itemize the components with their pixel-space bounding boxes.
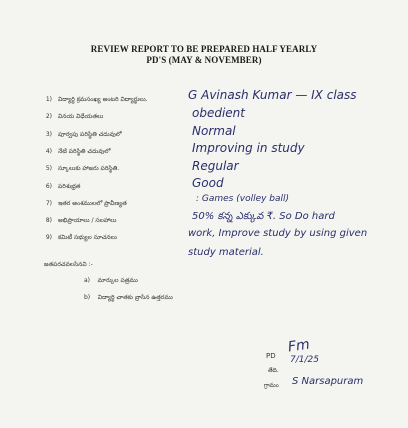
question-row: 9) కమిటీ సభ్యుల సూచనలు [45,234,117,241]
opinion-answer-line2: work, Improve study by using given [188,228,368,239]
student-name-answer: G Avinash Kumar — IX class [188,88,357,102]
previous-study-answer: Normal [192,124,236,138]
attendance-answer: Regular [192,159,239,173]
report-title: REVIEW REPORT TO BE PREPARED HALF YEARLY [90,44,318,54]
question-row: 4) నేటి పరిస్థితి చదువులో [45,148,111,155]
village-name: S Narsapuram [292,376,364,387]
other-skills-answer: : Games (volley ball) [196,194,290,204]
pd-label: PD [266,352,276,360]
attachment-b: b) విద్యార్థి చాతకు వ్రాసిన ఉత్తరము [84,294,173,301]
date-label: తేది. [268,367,279,374]
pd-signature: Fm [286,336,311,356]
village-label: గ్రామం [264,382,279,389]
attachments-heading: జతపరచవలసినవి :- [44,261,93,268]
report-subtitle: PD'S (MAY & NOVEMBER) [146,55,262,65]
question-row: 7) ఇతర అంశములలో ప్రావీణ్యత [45,200,127,207]
question-row: 8) అభిప్రాయాలు / సలహాలు [45,217,117,224]
signature-date: 7/1/25 [290,355,319,365]
cleanliness-answer: Good [192,176,224,190]
attachment-a: a) మార్కుల పత్రము [84,277,138,284]
question-row: 1) విద్యార్థి క్రమసంఖ్య అంటరి విద్యార్థులు. [45,96,148,103]
opinion-answer-line1: 50% కన్న ఎక్కువ ₹. So Do hard [192,211,335,222]
current-study-answer: Improving in study [192,141,305,155]
question-row: 6) పరిశుభ్రత [45,183,81,190]
question-row: 2) వినయ విధేయతలు [45,113,104,120]
obedience-answer: obedient [192,106,245,120]
question-row: 5) స్కూలుకు హాజరు పరిస్థితి. [45,165,120,172]
opinion-answer-line3: study material. [188,247,264,258]
question-row: 3) పూర్వపు పరిస్థితి చదువులో [45,131,122,138]
